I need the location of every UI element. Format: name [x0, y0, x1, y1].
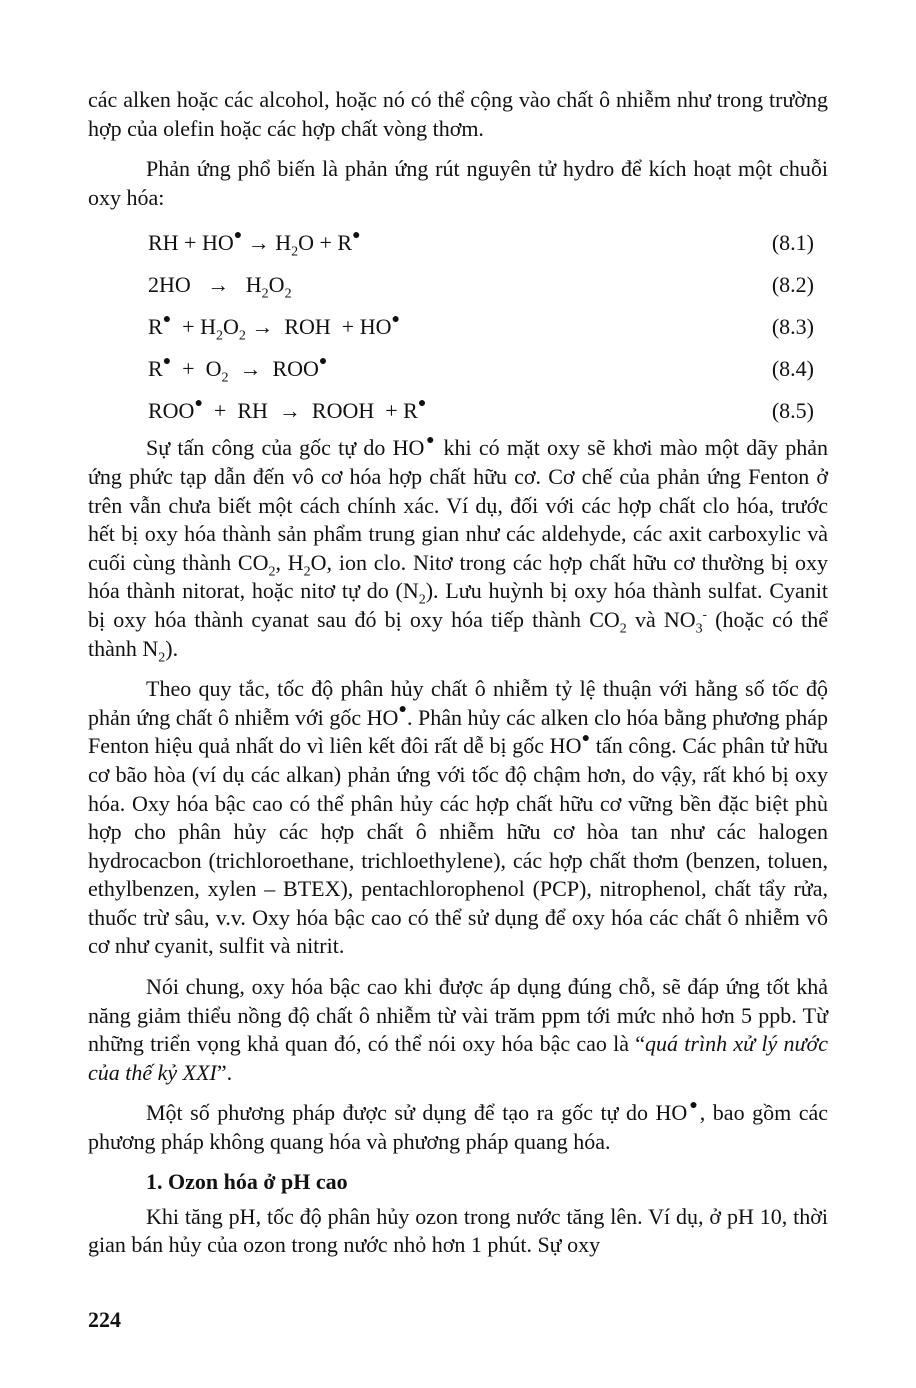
equation-number: (8.4): [771, 356, 814, 382]
paragraph-2: Phản ứng phổ biến là phản ứng rút nguyên tử hydro để kích hoạt một chuỗi oxy hóa:: [88, 156, 828, 210]
equation-formula: $R^● + H_2O_2$ → ROH + HO●: [148, 312, 400, 344]
paragraph-6: Một số phương pháp được sử dụng để tạo ra gốc tự do HO●, bao gồm các phương pháp không quang hóa và phương pháp quang hóa.: [88, 1098, 828, 1155]
page-body: [88, 86, 828, 1260]
paragraph-4: Theo quy tắc, tốc độ phân hủy chất ô nhiễm tỷ lệ thuận với hằng số tốc độ phản ứng chất ô nhiễm với gốc HO●. Phân hủy các alken clo hóa bằng phương pháp Fenton hiệu quả nhất do vì liên kết đôi rất dễ bị gốc HO● tấn công. Các phân tử hữu cơ bão hòa (ví dụ các alkan) phản ứng với tốc độ chậm hơn, do vậy, rất khó bị oxy hóa. Oxy hóa bậc cao có thể phân hủy các hợp chất hữu cơ vững bền đặc biệt phù hợp cho phân hủy các hợp chất ô nhiễm hữu cơ hòa tan như các halogen hydrocacbon (trichloroethane, trichloethylene), các hợp chất thơm (benzen, toluen, ethylbenzen, xylen – BTEX), pentachlorophenol (PCP), nitrophenol, chất tẩy rửa, thuốc trừ sâu, v.v. Oxy hóa bậc cao có thể sử dụng để oxy hóa các chất ô nhiễm vô cơ như cyanit, sulfit và nitrit.: [88, 676, 829, 959]
equation-8-2: [88, 264, 828, 306]
paragraph-7: Khi tăng pH, tốc độ phân hủy ozon trong nước tăng lên. Ví dụ, ở pH 10, thời gian bán hủy của ozon trong nước nhỏ hơn 1 phút. Sự oxy: [88, 1203, 828, 1258]
equation-number: (8.2): [771, 272, 814, 298]
equation-formula: $2HO \to H_2O_2$: [148, 272, 292, 302]
section-heading: 1. Ozon hóa ở pH cao: [146, 1168, 348, 1194]
page-number: 224: [88, 1307, 121, 1332]
equation-8-5: [88, 390, 828, 432]
equation-8-1: [88, 222, 828, 264]
equation-8-4: [88, 348, 828, 390]
paragraph-5: Nói chung, oxy hóa bậc cao khi được áp dụng đúng chỗ, sẽ đáp ứng tốt khả năng giảm thiểu nồng độ chất ô nhiễm từ vài trăm ppm tới mức nhỏ hơn 5 ppb. Từ những triển vọng khả quan đó, có thể nói oxy hóa bậc cao là “quá trình xử lý nước của thế kỷ XXI”.: [88, 974, 828, 1085]
paragraph-1: các alken hoặc các alcohol, hoặc nó có thể cộng vào chất ô nhiễm như trong trường hợp của olefin hoặc các hợp chất vòng thơm.: [88, 87, 828, 141]
equation-list: [88, 222, 828, 432]
equation-number: (8.5): [771, 398, 814, 424]
equation-formula: RH + $HO^● \to H_2O + R^●$: [148, 228, 361, 260]
equation-number: (8.1): [771, 230, 814, 256]
equation-formula: $R^● + O_2 \to ROO^●$: [148, 354, 328, 386]
equation-formula: ROO● + RH → ROOH + R●: [148, 396, 427, 424]
equation-8-3: [88, 306, 828, 348]
equation-number: (8.3): [771, 314, 814, 340]
paragraph-3: Sự tấn công của gốc tự do HO● khi có mặt oxy sẽ khơi mào một dãy phản ứng phức tạp dẫn đến vô cơ hóa hợp chất hữu cơ. Cơ chế của phản ứng Fenton ở trên vẫn chưa biết một cách chính xác. Ví dụ, đối với các hợp chất clo hóa, trước hết bị oxy hóa thành sản phẩm trung gian như các aldehyde, các axit carboxylic và cuối cùng thành $CO_2$, $H_2O$, ion clo. Nitơ trong các hợp chất hữu cơ thường bị oxy hóa thành nitorat, hoặc nitơ tự do $(N_2)$. Lưu huỳnh bị oxy hóa thành sulfat. Cyanit bị oxy hóa thành cyanat sau đó bị oxy hóa tiếp thành $CO_2$ và $NO_3^-$ (hoặc có thể thành $N_2$).: [88, 433, 828, 665]
